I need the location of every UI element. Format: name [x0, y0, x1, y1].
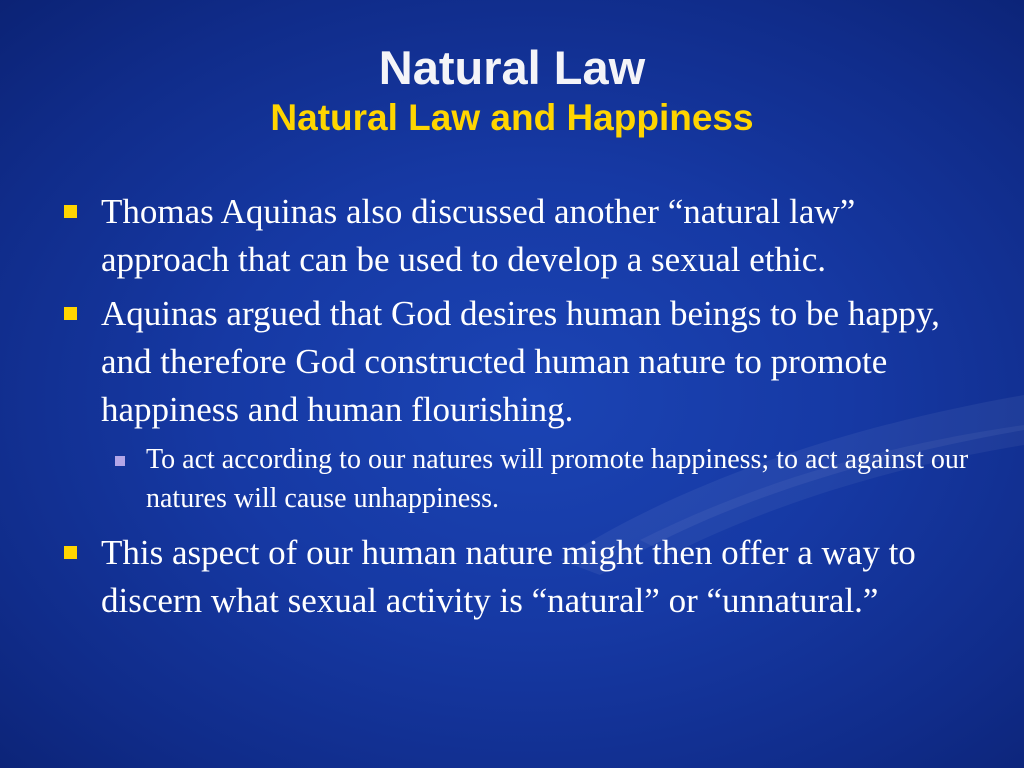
- bullet-item: [0, 529, 981, 625]
- bullet-item: [0, 188, 981, 284]
- square-bullet-icon: [64, 546, 77, 559]
- square-bullet-icon: [64, 307, 77, 320]
- bullet-list: [0, 188, 1024, 631]
- square-bullet-icon: [64, 205, 77, 218]
- small-square-bullet-icon: [115, 456, 125, 466]
- bullet-text: Aquinas argued that God desires human beings to be happy, and therefore God constructed human nature to promote happiness and human flourishing.: [101, 294, 940, 429]
- slide-subtitle: Natural Law and Happiness: [270, 97, 754, 138]
- sub-bullet-item: [0, 440, 976, 518]
- bullet-text: Thomas Aquinas also discussed another “natural law” approach that can be used to develop a sexual ethic.: [101, 192, 856, 279]
- bullet-item: [0, 290, 981, 434]
- bullet-text: This aspect of our human nature might then offer a way to discern what sexual activity is “natural” or “unnatural.”: [101, 533, 916, 620]
- slide-title: Natural Law: [378, 41, 646, 94]
- sub-bullet-text: To act according to our natures will promote happiness; to act against our natures will cause unhappiness.: [146, 444, 969, 514]
- title-block: [0, 40, 1024, 140]
